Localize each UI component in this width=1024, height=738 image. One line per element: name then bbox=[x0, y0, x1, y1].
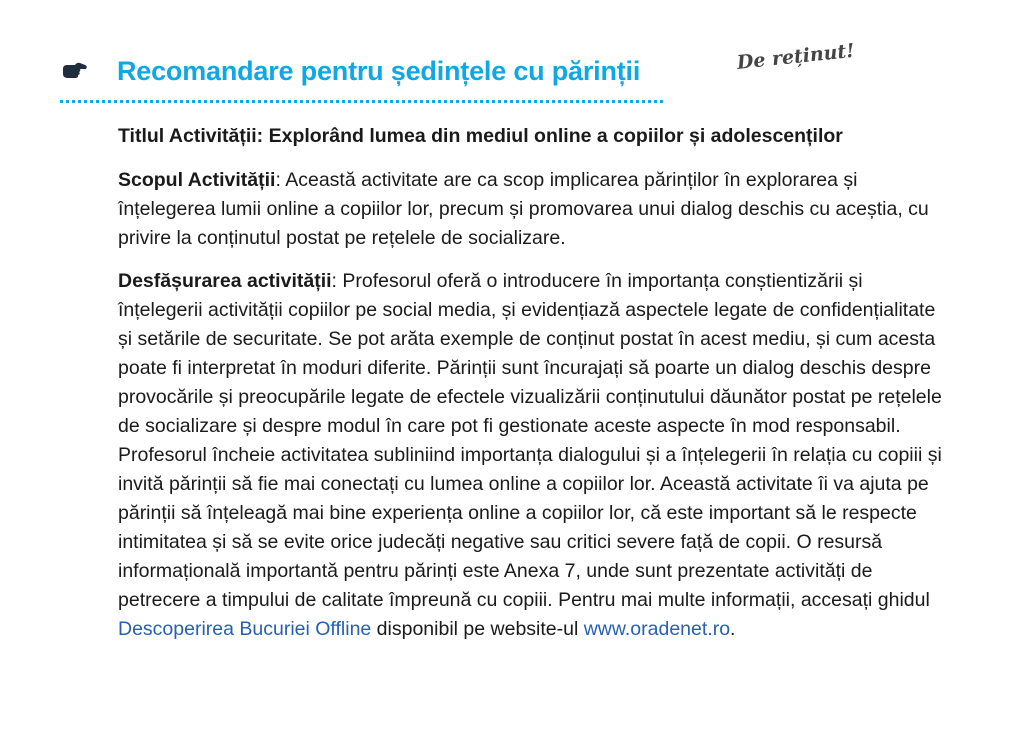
section-title: Recomandare pentru ședințele cu părinții bbox=[117, 56, 641, 86]
guide-link[interactable]: Descoperirea Bucuriei Offline bbox=[118, 618, 372, 640]
website-link[interactable]: www.oradenet.ro bbox=[583, 618, 731, 640]
process-end-text: . bbox=[730, 618, 736, 640]
dotted-divider bbox=[60, 100, 663, 103]
process-text: : Profesorul oferă o introducere în importanța conștientizării și înțelegerii activității copiilor pe social media, și evidențiază aspectele legate de confidențialitate și setările de securitate. Se pot arăta exemple de conținut postat în acest mediu, și cum acesta poate fi interpretat în moduri diferite. Părinții sunt încurajați să poarte un dialog deschis despre provocările și preocupările legate de efectele vizualizării conținutului dăunător postat pe rețelele de socializare și despre modul în care pot fi gestionate aceste aspecte în mod responsabil. Profesorul încheie activitatea subliniind importanța dialogului și a înțelegerii în relația cu copiii și invită părinții să fie mai conectați cu lumea online a copiilor lor. Această activitate îi va ajuta pe părinții să înțeleagă mai bine experiența online a copiilor lor, că este important să le respecte intimitatea și să se evite orice judecăți negative sau critici severe față de copii. O resursă informațională importantă pentru părinți este Anexa 7, unde sunt prezentate activități de petrecere a timpului de calitate împreună cu copiii. Pentru mai multe informații, accesați ghidul bbox=[118, 270, 942, 611]
scope-paragraph bbox=[118, 166, 948, 253]
scope-text: : Această activitate are ca scop implicarea părinților în explorarea și înțelegerea lumii online a copiilor lor, precum și promovarea unui dialog deschis cu aceștia, cu privire la conținutul postat pe rețelele de socializare. bbox=[118, 169, 929, 249]
section-header bbox=[60, 52, 680, 92]
note-handwritten: De reținut! bbox=[735, 39, 856, 74]
scope-label: Scopul Activității bbox=[118, 169, 276, 191]
pointing-hand-icon bbox=[62, 62, 88, 80]
process-label: Desfășurarea activității bbox=[118, 270, 332, 292]
process-paragraph bbox=[118, 267, 948, 644]
process-middle-text: disponibil pe website-ul bbox=[371, 618, 584, 640]
document-content bbox=[118, 122, 948, 658]
activity-title: Titlul Activității: Explorând lumea din mediul online a copiilor și adolescenților bbox=[118, 125, 843, 147]
